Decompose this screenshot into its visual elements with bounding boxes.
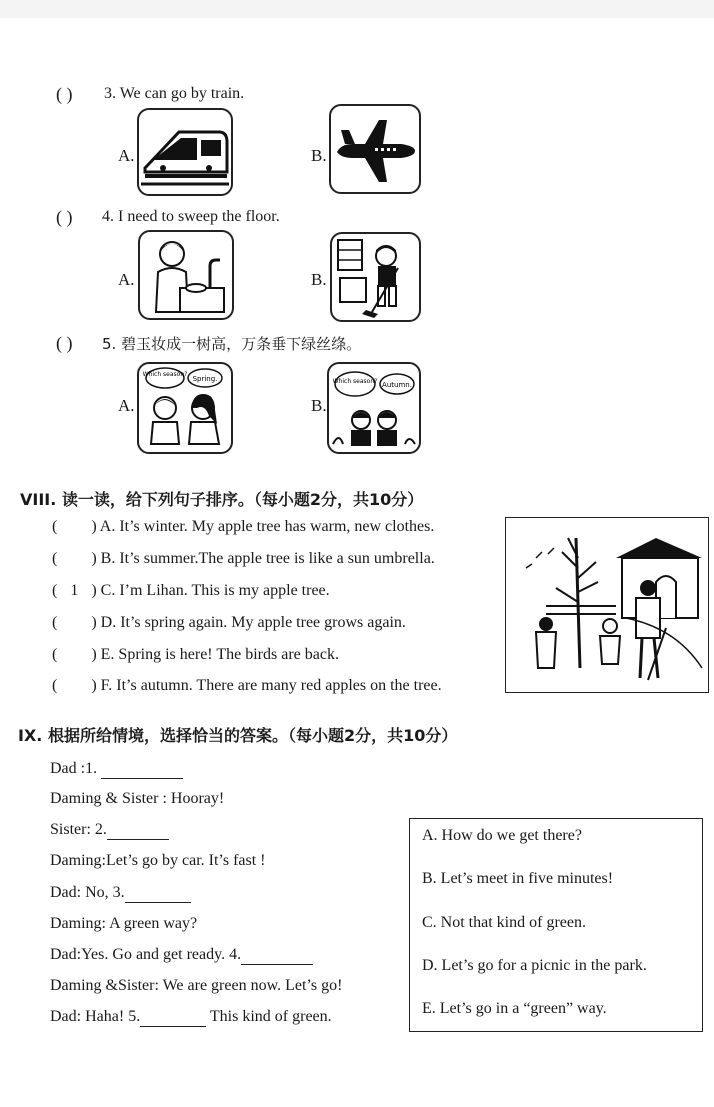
train-icon[interactable] [137, 108, 233, 196]
airplane-icon[interactable] [329, 104, 421, 194]
dialogue-line: Daming &Sister: We are green now. Let’s go! [50, 977, 343, 994]
dialogue-line: Dad:Yes. Go and get ready. 4. [50, 946, 313, 965]
answer-paren-q3[interactable]: ( ) [56, 84, 73, 104]
blank-1[interactable] [101, 760, 183, 779]
answer-options-box [409, 818, 703, 1032]
dialogue-line: Daming & Sister : Hooray! [50, 790, 225, 807]
list-item: ( ) F. It’s autumn. There are many red apples on the tree. [52, 677, 442, 694]
blank-3[interactable] [125, 884, 191, 903]
dialogue-line: Dad :1. [50, 760, 183, 779]
section-viii-title: VIII. 读一读，给下列句子排序。（每小题2分，共10分） [20, 490, 424, 509]
kids-talking-autumn-icon[interactable] [327, 362, 421, 454]
sentence-text: E. Spring is here! The birds are back. [100, 646, 339, 663]
sentence-text: B. It’s summer.The apple tree is like a sun umbrella. [100, 550, 435, 567]
sentence-text: C. I’m Lihan. This is my apple tree. [100, 582, 330, 599]
family-planting-tree-icon [505, 517, 709, 693]
list-item: ( ) E. Spring is here! The birds are back. [52, 646, 339, 663]
q3-option-b-label: B. [311, 146, 327, 165]
question-4-text: 4. I need to sweep the floor. [102, 208, 280, 225]
q5b-bubble-1: Which season? [332, 378, 378, 385]
q5-option-b-label: B. [311, 396, 327, 415]
q3-option-a-label: A. [118, 146, 135, 165]
option-a: A. How do we get there? [422, 827, 582, 844]
sentence-text: A. It’s winter. My apple tree has warm, new clothes. [99, 518, 435, 535]
sentence-text: D. It’s spring again. My apple tree grows again. [100, 614, 406, 631]
dialogue-line: Dad: No, 3. [50, 884, 191, 903]
q5a-bubble-1: Which season? [142, 371, 188, 378]
option-e: E. Let’s go in a “green” way. [422, 1000, 607, 1017]
q5-option-a-label: A. [118, 396, 135, 415]
section-ix-title: IX. 根据所给情境，选择恰当的答案。（每小题2分，共10分） [18, 726, 458, 745]
q5b-bubble-2: Autumn. [382, 381, 412, 389]
option-b: B. Let’s meet in five minutes! [422, 870, 614, 887]
list-item: ( ) D. It’s spring again. My apple tree grows again. [52, 614, 406, 631]
q4-option-b-label: B. [311, 270, 327, 289]
question-3-text: 3. We can go by train. [104, 85, 245, 102]
dialogue-line: Daming: A green way? [50, 915, 198, 932]
girl-washing-dishes-icon[interactable] [138, 230, 234, 320]
option-d: D. Let’s go for a picnic in the park. [422, 957, 647, 974]
blank-2[interactable] [107, 821, 169, 840]
dialogue-line: Daming:Let’s go by car. It’s fast ! [50, 852, 266, 869]
answer-slot[interactable]: 1 [70, 582, 79, 599]
option-c: C. Not that kind of green. [422, 914, 586, 931]
blank-4[interactable] [241, 946, 313, 965]
question-5-text: 5. 碧玉妆成一树高，万条垂下绿丝绦。 [102, 335, 362, 353]
kids-talking-spring-icon[interactable] [137, 362, 233, 454]
list-item: ( ) A. It’s winter. My apple tree has warm, new clothes. [52, 518, 435, 535]
list-item: ( 1 ) C. I’m Lihan. This is my apple tree. [52, 582, 330, 599]
dialogue-line: Sister: 2. [50, 821, 169, 840]
dialogue-line: Dad: Haha! 5. This kind of green. [50, 1008, 332, 1025]
q4-option-a-label: A. [118, 270, 135, 289]
boy-sweeping-floor-icon[interactable] [330, 232, 421, 322]
blank-5[interactable] [140, 1008, 206, 1027]
list-item: ( ) B. It’s summer.The apple tree is like a sun umbrella. [52, 550, 435, 567]
q5a-bubble-2: Spring. [192, 375, 218, 383]
answer-paren-q4[interactable]: ( ) [56, 207, 73, 227]
sentence-text: F. It’s autumn. There are many red apples on the tree. [100, 677, 442, 694]
answer-paren-q5[interactable]: ( ) [56, 333, 73, 353]
